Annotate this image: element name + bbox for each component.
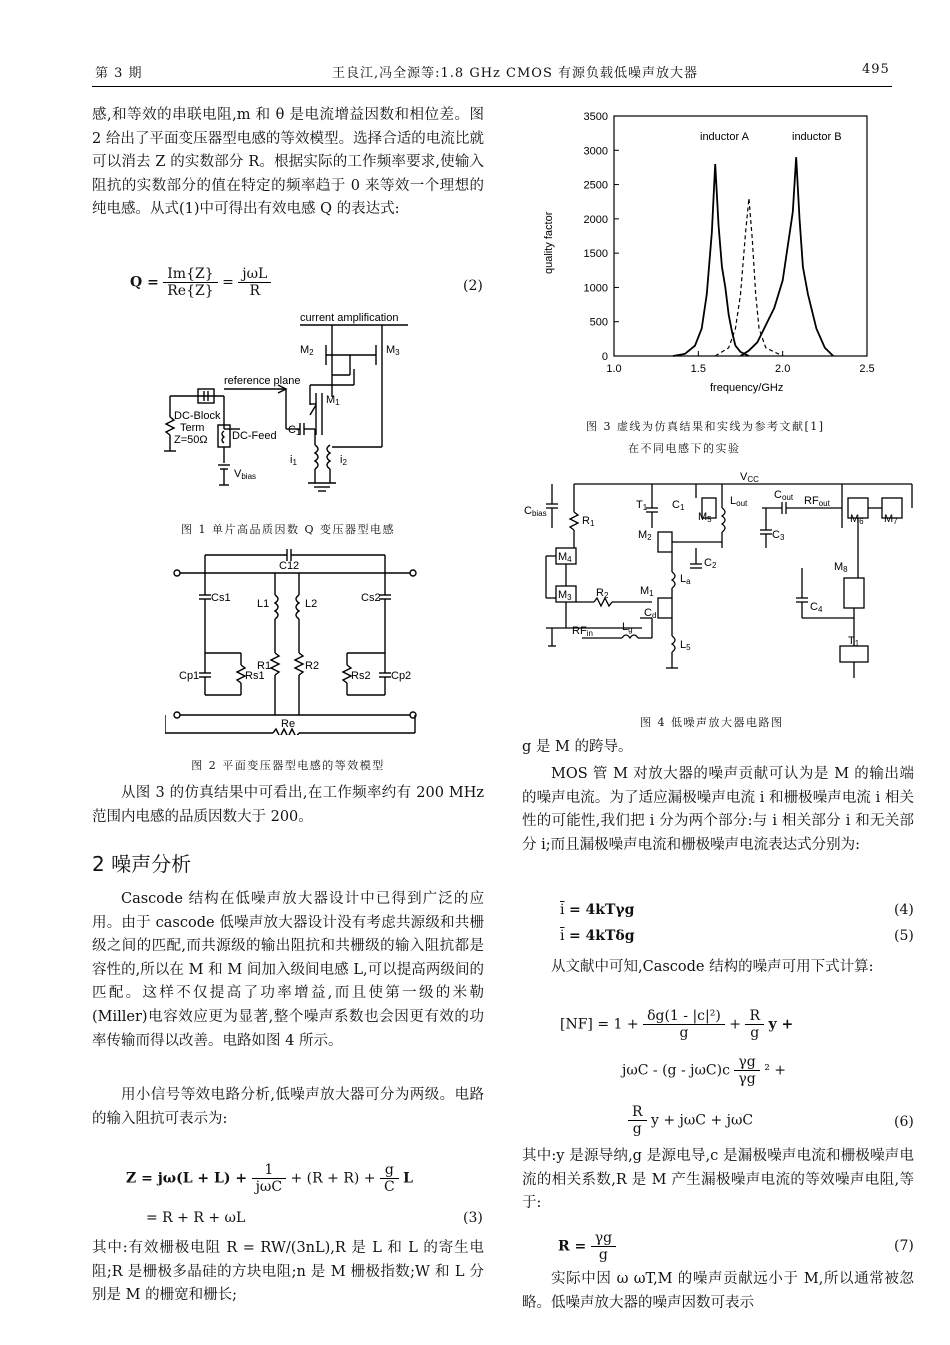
figure-2-circuit bbox=[165, 545, 425, 735]
y-tick-label: 500 bbox=[589, 316, 608, 329]
label-c1: C1 bbox=[288, 424, 301, 437]
left-paragraph-5: 其中:有效栅极电阻 R = RW/(3nL),R 是 L 和 L 的寄生电阻;R 是栅极多晶硅的方块电阻;n 是 M 栅极指数;W 和 L 分别是 M 的栅宽和栅长; bbox=[92, 1240, 484, 1304]
left-paragraph-2: 从图 3 的仿真结果中可看出,在工作频率约有 200 MHz 范围内电感的品质因数大于 200。 bbox=[92, 785, 484, 825]
x-tick-label: 1.5 bbox=[690, 363, 706, 375]
y-tick-label: 3500 bbox=[583, 111, 608, 123]
equation-5-number: (5) bbox=[894, 928, 914, 944]
label-cbias: Cbias bbox=[524, 505, 547, 518]
figure-4-caption: 图 4 低噪声放大器电路图 bbox=[640, 716, 784, 729]
label-r1: R1 bbox=[257, 660, 272, 672]
right-paragraph-3: 从文献中可知,Cascode 结构的噪声可用下式计算: bbox=[551, 959, 874, 975]
label-m2: M2 bbox=[638, 529, 652, 542]
label-dc-feed: DC-Feed bbox=[232, 430, 277, 442]
y-tick-label: 1500 bbox=[583, 248, 608, 261]
figure-1-caption: 图 1 单片高品质因数 Q 变压器型电感 bbox=[180, 523, 395, 536]
figure-3-caption-line-2: 在不同电感下的实验 bbox=[628, 442, 741, 455]
equation-6-line-2: jωC - (g - jωC)c $\frac{\gamma g}{\gamma g}$ ² + bbox=[622, 1054, 786, 1087]
y-tick-label: 1000 bbox=[583, 282, 608, 295]
y-tick-label: 2000 bbox=[583, 213, 608, 226]
x-tick-label: 2.5 bbox=[859, 363, 875, 375]
label-m7: M7 bbox=[884, 513, 898, 526]
label-dc-block: DC-Block bbox=[174, 410, 221, 422]
label-cd: Cd bbox=[644, 607, 657, 620]
equation-2: Q = $\frac{Im\{Z\}}{Re\{Z\}}$ = $\frac{\text{jωL}}{R}$ bbox=[130, 266, 271, 299]
label-rfout: RFout bbox=[804, 495, 830, 508]
issue-number: 第 3 期 bbox=[95, 66, 143, 81]
label-m4: M4 bbox=[558, 551, 572, 564]
label-l1: L1 bbox=[257, 598, 270, 610]
label-c3: C3 bbox=[772, 529, 785, 542]
label-m8: M8 bbox=[834, 561, 848, 574]
equation-6-number: (6) bbox=[894, 1114, 914, 1130]
label-cp1: Cp1 bbox=[179, 670, 200, 682]
label-la: La bbox=[680, 573, 691, 586]
figure-1-circuit bbox=[150, 305, 440, 510]
label-m3: M3 bbox=[558, 589, 572, 602]
equation-4: $\overline{i} = 4kT\gamma g$ bbox=[560, 902, 635, 918]
label-t1-bottom: T1 bbox=[848, 635, 860, 648]
label-c2: C2 bbox=[704, 557, 717, 570]
label-m6: M6 bbox=[850, 513, 864, 526]
right-paragraph-1: g 是 M 的跨导。 bbox=[522, 739, 633, 755]
y-axis-label: quality factor bbox=[543, 211, 555, 274]
y-tick-label: 0 bbox=[601, 351, 608, 363]
figure-2-caption: 图 2 平面变压器型电感的等效模型 bbox=[191, 759, 385, 772]
right-paragraph-2: MOS 管 M 对放大器的噪声贡献可认为是 M 的输出端的噪声电流。为了适应漏极噪声电流 i 和栅极噪声电流 i 相关性的可能性,我们把 i 分为两个部分:与 i 相关部分 i 和无关部分 i;而且漏极噪声电流和栅极噪声电流表达式分别为: bbox=[522, 766, 914, 853]
label-vbias: Vbias bbox=[234, 468, 257, 481]
series-line-reference bbox=[715, 198, 782, 356]
x-tick-label: 2.0 bbox=[775, 363, 791, 375]
equation-3-line-2: = R + R + ωL bbox=[146, 1210, 246, 1226]
label-m3: M3 bbox=[386, 344, 400, 357]
label-m1: M1 bbox=[326, 394, 340, 407]
label-r1: R1 bbox=[582, 515, 595, 528]
label-current-amplification: current amplification bbox=[300, 312, 399, 324]
y-tick-label: 2500 bbox=[583, 179, 608, 192]
equation-5: $\overline{i} = 4kT\delta g$ bbox=[560, 928, 635, 944]
label-lg: Lg bbox=[622, 621, 633, 634]
label-r2: R2 bbox=[596, 587, 609, 600]
equation-7: R = $\frac{\gamma g}{g}$ bbox=[558, 1230, 616, 1263]
equation-7-number: (7) bbox=[894, 1238, 914, 1254]
equation-4-number: (4) bbox=[894, 902, 914, 918]
label-rs1: Rs1 bbox=[245, 670, 265, 682]
left-paragraph-3: Cascode 结构在低噪声放大器设计中已得到广泛的应用。由于 cascode 低噪声放大器设计没有考虑共源级和共栅级之间的匹配,而共源级的输出阻抗和共栅级的输入阻抗都是容性的,所以在 M 和 M 间加入级间电感 L,可以提高两级间的匹配。这样不仅提高了功率增益,而且使第一级的米勒(Miller)电容效应更为显著,整个噪声系数也会因更有效的功率传输而得以改善。电路如图 4 所示。 bbox=[92, 891, 484, 1049]
label-vcc: VCC bbox=[740, 471, 759, 484]
label-lout: Lout bbox=[730, 495, 748, 508]
label-c4: C4 bbox=[810, 601, 823, 614]
equation-6-line-1: [NF] = 1 + $\frac{\text{δg(1 - |c|²)}}{g}$ + $\frac{R}{g}$ y + bbox=[560, 1008, 794, 1041]
right-paragraph-5: 实际中因 ω ωT,M 的噪声贡献远小于 M,所以通常被忽略。低噪声放大器的噪声因数可表示 bbox=[522, 1271, 914, 1311]
label-re: Re bbox=[281, 718, 296, 730]
figure-3-caption-line-1: 图 3 虚线为仿真结果和实线为参考文献[1] bbox=[586, 420, 825, 433]
legend-inductor-a: inductor A bbox=[700, 131, 749, 143]
series-line-inductor-a bbox=[673, 164, 749, 356]
x-tick-label: 1.0 bbox=[606, 363, 622, 375]
page-number: 495 bbox=[862, 62, 890, 77]
series-line-inductor-b bbox=[741, 157, 834, 356]
label-rfin: RFin bbox=[572, 625, 593, 638]
label-cout: Cout bbox=[774, 489, 794, 502]
x-axis-label: frequency/GHz bbox=[710, 382, 784, 394]
equation-3-number: (3) bbox=[463, 1210, 483, 1226]
section-heading-noise-analysis: 2 噪声分析 bbox=[92, 852, 192, 876]
label-i2: i2 bbox=[340, 454, 347, 467]
label-m5: M5 bbox=[698, 511, 712, 524]
label-t1-top: T1 bbox=[636, 499, 648, 512]
label-cp2: Cp2 bbox=[391, 670, 412, 682]
label-l2: L2 bbox=[305, 598, 318, 610]
header-rule bbox=[92, 86, 892, 87]
equation-6-line-3: $\frac{R}{g}$ y + jωC + jωC bbox=[628, 1104, 753, 1137]
equation-3-line-1: Z = jω(L + L) + $\frac{1}{\text{jωC}}$ + (R + R) + $\frac{g}{C}$ L bbox=[126, 1162, 413, 1195]
label-m1: M1 bbox=[640, 585, 654, 598]
label-cs2: Cs2 bbox=[361, 592, 381, 604]
legend-inductor-b: inductor B bbox=[792, 131, 842, 143]
label-cs1: Cs1 bbox=[211, 592, 231, 604]
figure-3-chart bbox=[530, 104, 890, 404]
left-paragraph-1: 感,和等效的串联电阻,m 和 θ 是电流增益因数和相位差。图 2 给出了平面变压器型电感的等效模型。选择合适的电流比就可以消去 Z 的实数部分 R。根据实际的工作频率要求,使输入阻抗的实数部分的值在特定的频率趋于 0 来等效一个理想的纯电感。从式(1)中可得出有效电感 Q 的表达式: bbox=[92, 107, 484, 218]
running-title: 王良江,冯全源等:1.8 GHz CMOS 有源负载低噪声放大器 bbox=[332, 66, 698, 81]
equation-2-number: (2) bbox=[463, 278, 483, 294]
label-i1: i1 bbox=[290, 454, 297, 467]
label-c1: C1 bbox=[672, 499, 685, 512]
label-term: Term bbox=[180, 422, 205, 434]
label-z50: Z=50Ω bbox=[174, 434, 208, 446]
label-rs2: Rs2 bbox=[351, 670, 371, 682]
figure-4-circuit bbox=[522, 468, 922, 688]
y-tick-label: 3000 bbox=[583, 145, 608, 158]
label-c12: C12 bbox=[279, 560, 300, 572]
right-paragraph-4: 其中:y 是源导纳,g 是源电导,c 是漏极噪声电流和栅极噪声电流的相关系数,R 是 M 产生漏极噪声电流的等效噪声电阻,等于: bbox=[522, 1148, 914, 1212]
left-paragraph-4: 用小信号等效电路分析,低噪声放大器可分为两级。电路的输入阻抗可表示为: bbox=[92, 1087, 484, 1127]
label-m2: M2 bbox=[300, 344, 314, 357]
label-l5: L5 bbox=[680, 639, 691, 652]
label-r2: R2 bbox=[305, 660, 320, 672]
label-reference-plane: reference plane bbox=[224, 375, 301, 387]
